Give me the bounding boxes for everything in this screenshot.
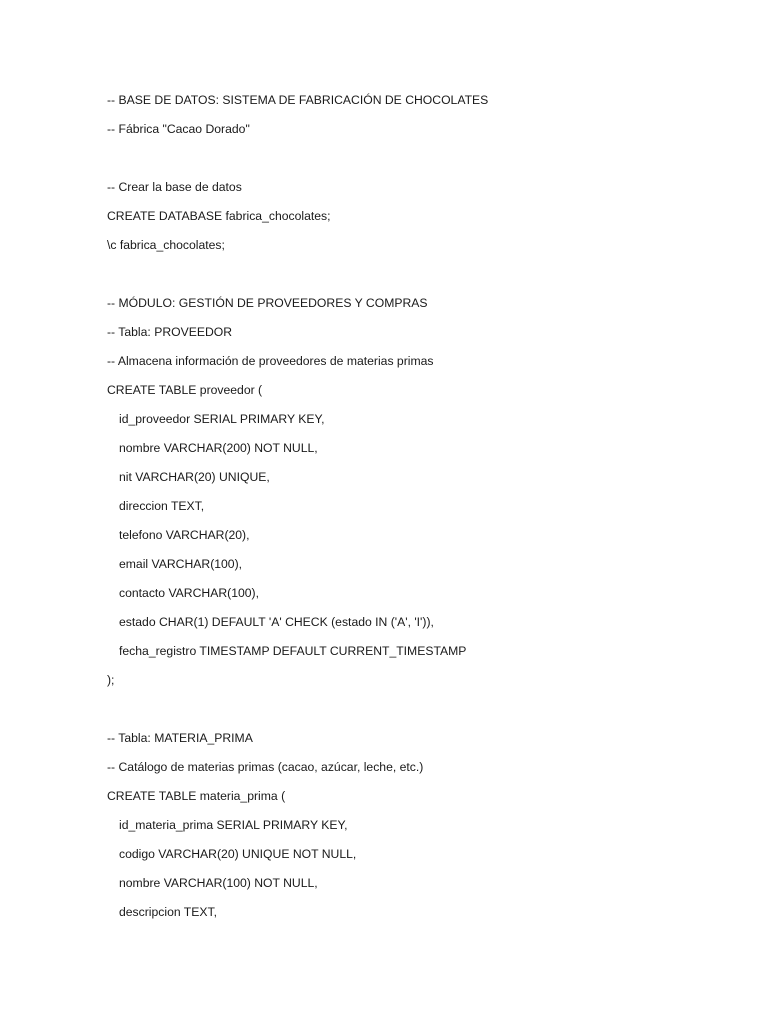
code-line: CREATE TABLE proveedor (: [107, 383, 263, 397]
column-definition: nombre VARCHAR(200) NOT NULL,: [119, 441, 318, 455]
comment-line: -- MÓDULO: GESTIÓN DE PROVEEDORES Y COMPRAS: [107, 296, 428, 310]
comment-line: -- Tabla: PROVEEDOR: [107, 325, 233, 339]
column-definition: id_materia_prima SERIAL PRIMARY KEY,: [119, 818, 348, 832]
column-definition: telefono VARCHAR(20),: [119, 528, 250, 542]
comment-line: -- Catálogo de materias primas (cacao, azúcar, leche, etc.): [107, 760, 424, 774]
column-definition: contacto VARCHAR(100),: [119, 586, 259, 600]
blank-line: [107, 699, 727, 728]
blank-line: [107, 264, 727, 293]
code-line: );: [107, 673, 115, 687]
comment-line: -- BASE DE DATOS: SISTEMA DE FABRICACIÓN DE CHOCOLATES: [107, 93, 489, 107]
comment-line: -- Crear la base de datos: [107, 180, 242, 194]
column-definition: codigo VARCHAR(20) UNIQUE NOT NULL,: [119, 847, 357, 861]
column-definition: descripcion TEXT,: [119, 905, 217, 919]
column-definition: estado CHAR(1) DEFAULT 'A' CHECK (estado IN ('A', 'I')),: [119, 615, 434, 629]
column-definition: id_proveedor SERIAL PRIMARY KEY,: [119, 412, 325, 426]
comment-line: -- Almacena información de proveedores de materias primas: [107, 354, 434, 368]
comment-line: -- Tabla: MATERIA_PRIMA: [107, 731, 253, 745]
code-line: \c fabrica_chocolates;: [107, 238, 225, 252]
sql-code-block: [107, 90, 727, 931]
column-definition: fecha_registro TIMESTAMP DEFAULT CURRENT_TIMESTAMP: [119, 644, 467, 658]
column-definition: nombre VARCHAR(100) NOT NULL,: [119, 876, 318, 890]
code-line: CREATE DATABASE fabrica_chocolates;: [107, 209, 331, 223]
blank-line: [107, 148, 727, 177]
column-definition: nit VARCHAR(20) UNIQUE,: [119, 470, 270, 484]
code-line: CREATE TABLE materia_prima (: [107, 789, 286, 803]
column-definition: direccion TEXT,: [119, 499, 205, 513]
comment-line: -- Fábrica "Cacao Dorado": [107, 122, 250, 136]
column-definition: email VARCHAR(100),: [119, 557, 243, 571]
